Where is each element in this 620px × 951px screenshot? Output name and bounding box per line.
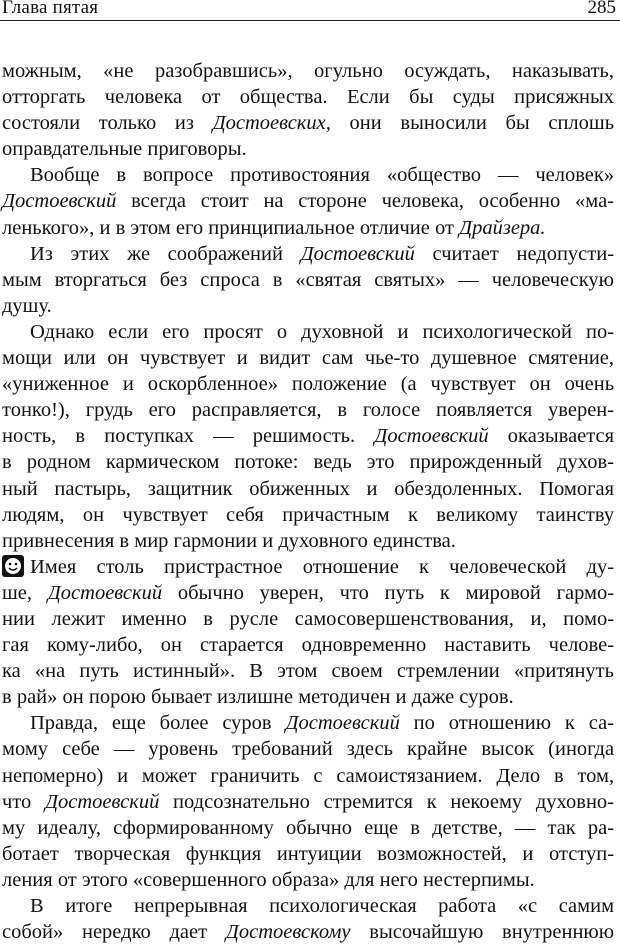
text-line: в родном кармическом потоке: ведь это прирожденный духов- [2,451,614,474]
text-line: можным, «не разобравшись», огульно осуждать, наказывать, [2,60,615,82]
text-line: Из этих же соображений Достоевский считает недопусти- [30,242,615,265]
text-line: Достоевский всегда стоит на стороне человека, особенно «ма- [2,190,614,213]
text-line: гая кому-либо, он старается одновременно наставить челове- [2,634,615,657]
text-line: состояли только из Достоевских, они выносили бы сплошь [2,112,615,135]
page-header [0,0,620,22]
text-line: в рай» он порою бывает излишне методичен и даже суров. [2,686,514,709]
text-line: оправдательные приговоры. [2,138,247,161]
text-line: тонко!), грудь его расправляется, в голосе появляется уверен- [2,399,615,422]
text-line: нии лежит именно в русле самосовершенствования, и, помо- [2,607,615,630]
text-line: му идеалу, сформированному обычно еще в детстве, — так ра- [2,816,615,839]
text-line: ше, Достоевский обычно уверен, что путь к мировой гармо- [2,581,615,604]
text-line: что Достоевский подсознательно стремится к некоему духовно- [2,790,615,813]
page-number: 285 [587,0,616,18]
text-line: Имея столь пристрастное отношение к человеческой ду- [2,554,614,580]
text-line: непомерно) и может граничить с самоистязанием. Дело в том, [2,764,615,787]
text-line: ления от этого «совершенного образа» для него нестерпимы. [2,868,535,891]
text-line: собой» нередко дает Достоевскому высочайшую внутреннюю [2,921,615,944]
text-line: мощи или он чувствует и видит сам чье-то душевное смятение, [2,347,615,370]
text-line: ленького», и в этом его принципиальное отличие от Драйзера. [2,216,546,239]
text-line: В итоге непрерывная психологическая работа «с самим [30,895,615,917]
text-line: привнесения в мир гармонии и духовного единства. [2,529,456,552]
text-line: Вообще в вопросе противостояния «общество — человек» [30,164,615,187]
text-line: ка «на путь истинный». В этом своем стремлении «притянуть [2,660,614,683]
text-line: ность, в поступках — решимость. Достоевский оказывается [2,425,615,448]
text-line: отторгать человека от общества. Если бы суды присяжных [2,86,614,109]
header-rule [0,20,620,21]
text-line: мым вторгаться без спроса в «святая святых» — человеческую [2,268,614,291]
text-line: людям, он чувствует себя причастным к великому таинству [2,503,615,526]
text-line: Однако если его просят о духовной и психологической по- [30,320,615,343]
running-title: Глава пятая [2,0,99,18]
smiley-icon [2,555,24,577]
text-line: душу. [2,294,52,317]
text-line: Правда, еще более суров Достоевский по отношению к са- [30,712,614,735]
text-line: мому себе — уровень требований здесь крайне высок (иногда [2,738,615,761]
text-line: ный пастырь, защитник обиженных и обездоленных. Помогая [2,477,615,500]
text-line: ботает творческая функция интуиции возможностей, и отступ- [2,842,615,865]
page-body [2,58,614,945]
text-line: «униженное и оскорбленное» положение (а чувствует он очень [2,373,615,396]
